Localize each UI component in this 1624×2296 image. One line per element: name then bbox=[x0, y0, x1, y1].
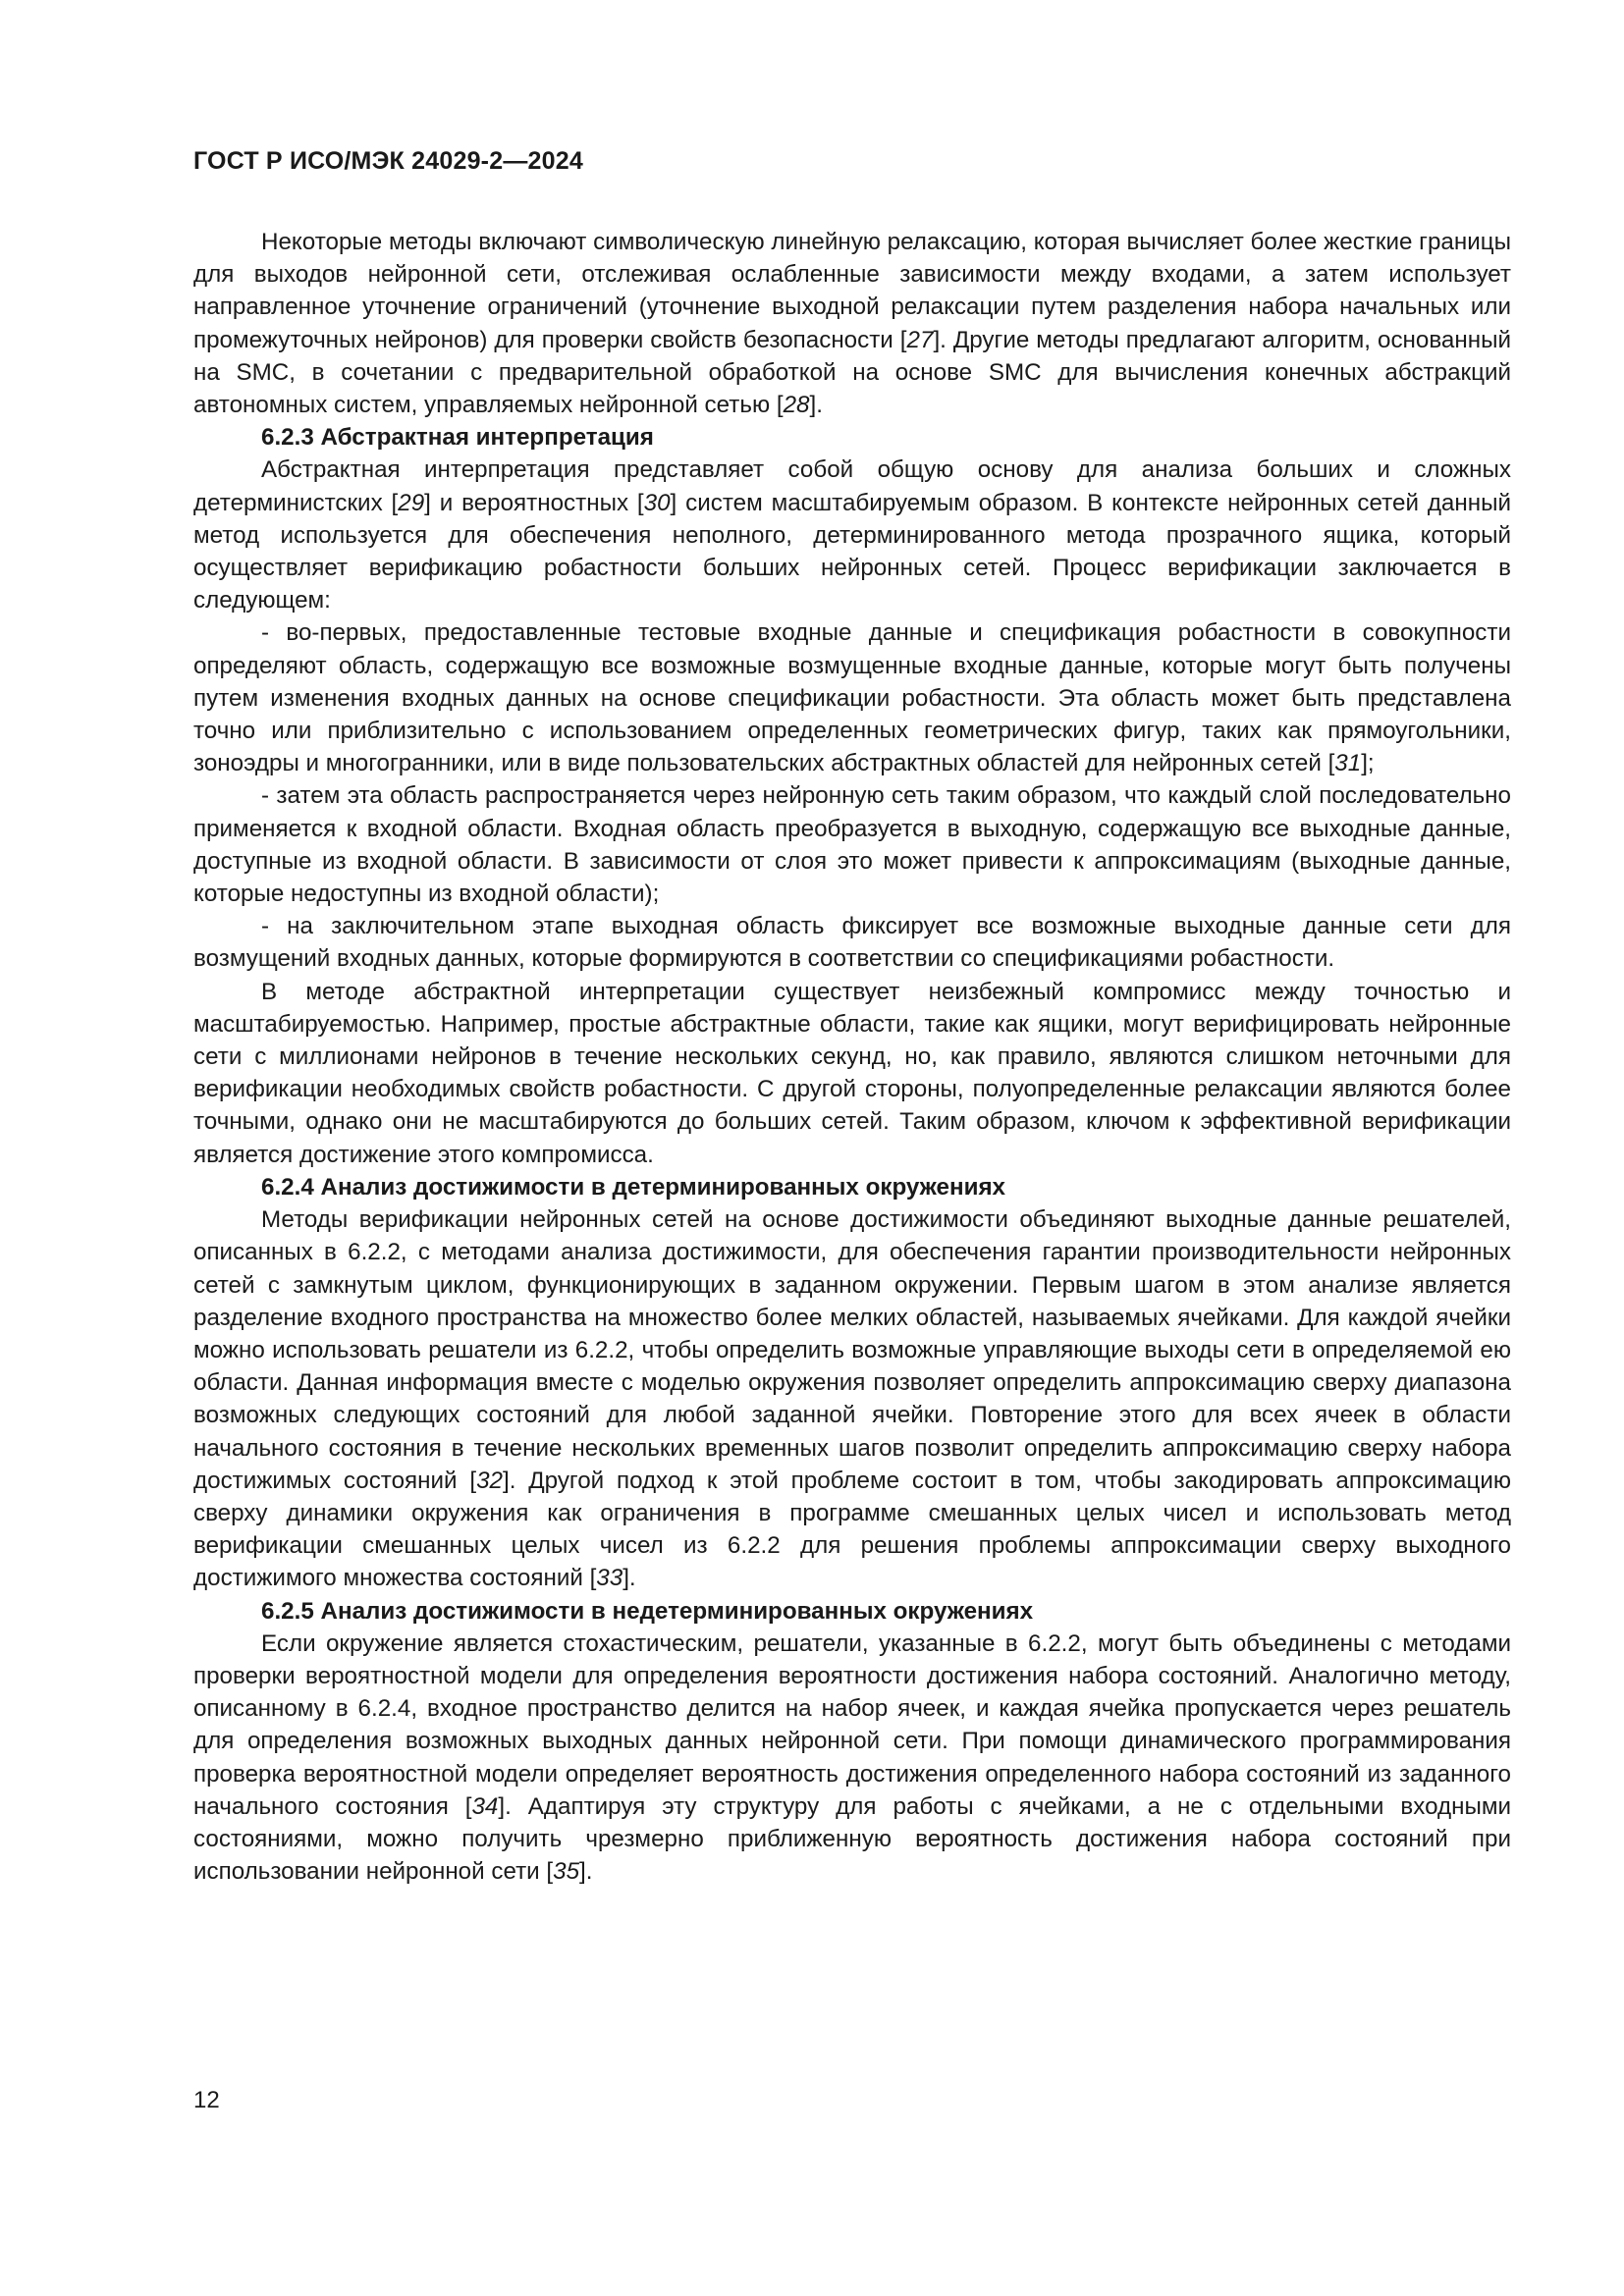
paragraph-text: ]. Другой подход к этой проблеме состоит в том, чтобы закодировать аппроксимацию сверху динамики окружения как ограничения в программе смешанных целых чисел и использовать метод верификации смешанных целых чисел из 6.2.2 для решения проблемы аппроксимации сверху выходного достижимого множества состояний [ bbox=[193, 1467, 1512, 1592]
paragraph bbox=[193, 226, 1511, 421]
citation-reference: 33 bbox=[596, 1565, 623, 1592]
paragraph bbox=[193, 454, 1511, 616]
citation-reference: 31 bbox=[1334, 750, 1362, 777]
paragraph bbox=[193, 976, 1511, 1171]
citation-reference: 29 bbox=[398, 489, 425, 516]
paragraph bbox=[193, 616, 1511, 779]
paragraph-text: - во-первых, предоставленные тестовые входные данные и спецификация робастности в совокупности определяют область, содержащую все возможные возмущенные входные данные, которые могут быть получены путем изменения входных данных на основе спецификации робастности. Эта область может быть представлена точно или приблизительно с использованием определенных геометрических фигур, таких как прямоугольники, зоноэдры и многогранники, или в виде пользовательских абстрактных областей для нейронных сетей [ bbox=[193, 619, 1511, 777]
paragraph-text: Если окружение является стохастическим, решатели, указанные в 6.2.2, могут быть объединены с методами проверки вероятностной модели для определения вероятности достижения набора состояний. Аналогично методу, описанному в 6.2.4, входное пространство делится на набор ячеек, и каждая ячейка пропускается через решатель для определения возможных выходных данных нейронной сети. При помощи динамического программирования проверка вероятностной модели определяет вероятность достижения определенного набора состояний из заданного начального состояния [ bbox=[193, 1629, 1511, 1820]
paragraph bbox=[193, 910, 1511, 975]
paragraph-text: В методе абстрактной интерпретации существует неизбежный компромисс между точностью и масштабируемостью. Например, простые абстрактные области, такие как ящики, могут верифицировать нейронные сети с миллионами нейронов в течение нескольких секунд, но, как правило, являются слишком неточными для верификации необходимых свойств робастности. С другой стороны, полуопределенные релаксации являются более точными, однако они не масштабируются до больших сетей. Таким образом, ключом к эффективной верификации является достижение этого компромисса. bbox=[193, 978, 1511, 1168]
paragraph bbox=[193, 1203, 1511, 1594]
paragraph bbox=[193, 1628, 1511, 1889]
paragraph-text: - на заключительном этапе выходная область фиксирует все возможные выходные данные сети для возмущений входных данных, которые формируются в соответствии со спецификациями робастности. bbox=[193, 913, 1511, 973]
section-heading: 6.2.3 Абстрактная интерпретация bbox=[261, 424, 654, 452]
paragraph-text: Абстрактная интерпретация представляет собой общую основу для анализа больших и сложных детерминистских [ bbox=[193, 456, 1511, 516]
citation-reference: 34 bbox=[471, 1792, 499, 1820]
citation-reference: 28 bbox=[783, 392, 810, 419]
citation-reference: 32 bbox=[476, 1467, 503, 1494]
paragraph-text: ] систем масштабируемым образом. В контексте нейронных сетей данный метод используется для обеспечения неполного, детерминированного метода прозрачного ящика, который осуществляет верификацию робастности больших нейронных сетей. Процесс верификации заключается в следующем: bbox=[193, 489, 1511, 614]
paragraph-text: ]; bbox=[1361, 750, 1375, 777]
paragraph-text: ]. bbox=[623, 1565, 636, 1592]
citation-reference: 35 bbox=[553, 1858, 580, 1886]
paragraph-text: ] и вероятностных [ bbox=[424, 489, 644, 516]
document-body bbox=[193, 226, 1511, 1888]
paragraph-text: Некоторые методы включают символическую линейную релаксацию, которая вычисляет более жесткие границы для выходов нейронной сети, отслеживая ослабленные зависимости между входами, а затем использует направленное уточнение ограничений (уточнение выходной релаксации путем разделения набора начальных или промежуточных нейронов) для проверки свойств безопасности [ bbox=[193, 229, 1511, 353]
paragraph bbox=[193, 779, 1511, 910]
page-number: 12 bbox=[193, 2087, 220, 2113]
document-header: ГОСТ Р ИСО/МЭК 24029-2—2024 bbox=[193, 147, 583, 175]
paragraph-text: ]. bbox=[809, 392, 823, 419]
paragraph-text: ]. Другие методы предлагают алгоритм, основанный на SMC, в сочетании с предварительной обработкой на основе SMC для вычисления конечных абстракций автономных систем, управляемых нейронной сетью [ bbox=[193, 326, 1511, 419]
section-heading: 6.2.4 Анализ достижимости в детерминированных окружениях bbox=[261, 1173, 1006, 1201]
section-heading: 6.2.5 Анализ достижимости в недетерминированных окружениях bbox=[261, 1597, 1034, 1625]
citation-reference: 27 bbox=[906, 326, 934, 353]
paragraph-text: - затем эта область распространяется через нейронную сеть таким образом, что каждый слой последовательно применяется к входной области. Входная область преобразуется в выходную, содержащую все выходные данные, доступные из входной области. В зависимости от слоя это может привести к аппроксимациям (выходные данные, которые недоступны из входной области); bbox=[193, 782, 1511, 908]
citation-reference: 30 bbox=[643, 489, 671, 516]
paragraph-text: ]. Адаптируя эту структуру для работы с ячейками, а не с отдельными входными состояниями, можно получить чрезмерно приближенную вероятность достижения набора состояний при использовании нейронной сети [ bbox=[193, 1792, 1511, 1886]
paragraph-text: Методы верификации нейронных сетей на основе достижимости объединяют выходные данные решателей, описанных в 6.2.2, с методами анализа достижимости, для обеспечения гарантии производительности нейронных сетей с замкнутым циклом, функционирующих в заданном окружении. Первым шагом в этом анализе является разделение входного пространства на множество более мелких областей, называемых ячейками. Для каждой ячейки можно использовать решатели из 6.2.2, чтобы определить возможные управляющие выходы сети в определяемой ею области. Данная информация вместе с моделью окружения позволяет определить аппроксимацию сверху диапазона возможных следующих состояний для любой заданной ячейки. Повторение этого для всех ячеек в области начального состояния в течение нескольких временных шагов позволит определить аппроксимацию сверху набора достижимых состояний [ bbox=[193, 1206, 1511, 1494]
paragraph-text: ]. bbox=[579, 1858, 593, 1886]
